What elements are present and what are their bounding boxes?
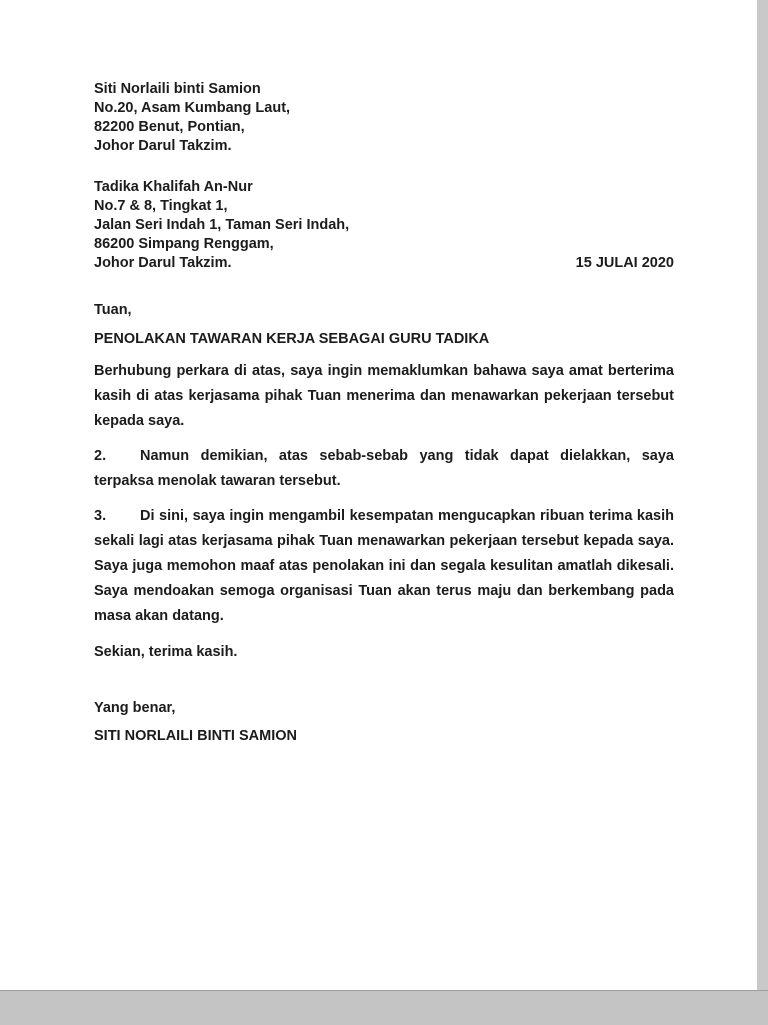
salutation: Tuan, <box>94 302 132 318</box>
recipient-name: Tadika Khalifah An-Nur <box>94 179 253 195</box>
closing-line: Sekian, terima kasih. <box>94 644 238 660</box>
sender-address-line: No.20, Asam Kumbang Laut, <box>94 100 291 116</box>
recipient-address-line: No.7 & 8, Tingkat 1, <box>94 198 228 214</box>
recipient-address-block <box>94 178 674 273</box>
signoff-line: Yang benar, <box>94 700 176 716</box>
letter-date: 15 JULAI 2020 <box>575 255 674 271</box>
recipient-address-line: 86200 Simpang Renggam, <box>94 236 274 252</box>
paragraph-1 <box>94 359 674 434</box>
recipient-lastline-and-date-row <box>94 254 674 273</box>
paragraph-3 <box>94 504 674 629</box>
sender-address-block <box>94 80 674 156</box>
subject-line: PENOLAKAN TAWARAN KERJA SEBAGAI GURU TADIKA <box>94 331 490 347</box>
sender-address-line: 82200 Benut, Pontian, <box>94 119 245 135</box>
sender-address-line: Johor Darul Takzim. <box>94 138 232 154</box>
paragraph-2-number: 2. <box>94 448 107 464</box>
paragraph-3-text: Di sini, saya ingin mengambil kesempatan mengucapkan ribuan terima kasih sekali lagi atas kerjasama pihak Tuan menawarkan pekerjaan tersebut kepada saya. Saya juga memohon maaf atas penolakan ini dan segala kesulitan amatlah dikesali. Saya mendoakan semoga organisasi Tuan akan terus maju dan berkembang pada masa akan datang. <box>94 508 674 624</box>
paragraph-1-text: Berhubung perkara di atas, saya ingin memaklumkan bahawa saya amat berterima kasih di atas kerjasama pihak Tuan menerima dan menawarkan pekerjaan tersebut kepada saya. <box>94 363 674 429</box>
signature-name: SITI NORLAILI BINTI SAMION <box>94 728 297 744</box>
sender-name: Siti Norlaili binti Samion <box>94 81 261 97</box>
paragraph-2-text: Namun demikian, atas sebab-sebab yang tidak dapat dielakkan, saya terpaksa menolak tawaran tersebut. <box>94 448 674 489</box>
page-bottom-background <box>0 990 768 1025</box>
paragraph-3-number: 3. <box>94 508 107 524</box>
paragraph-2 <box>94 444 674 494</box>
recipient-address-line: Johor Darul Takzim. <box>94 255 232 271</box>
recipient-address-line: Jalan Seri Indah 1, Taman Seri Indah, <box>94 217 350 233</box>
